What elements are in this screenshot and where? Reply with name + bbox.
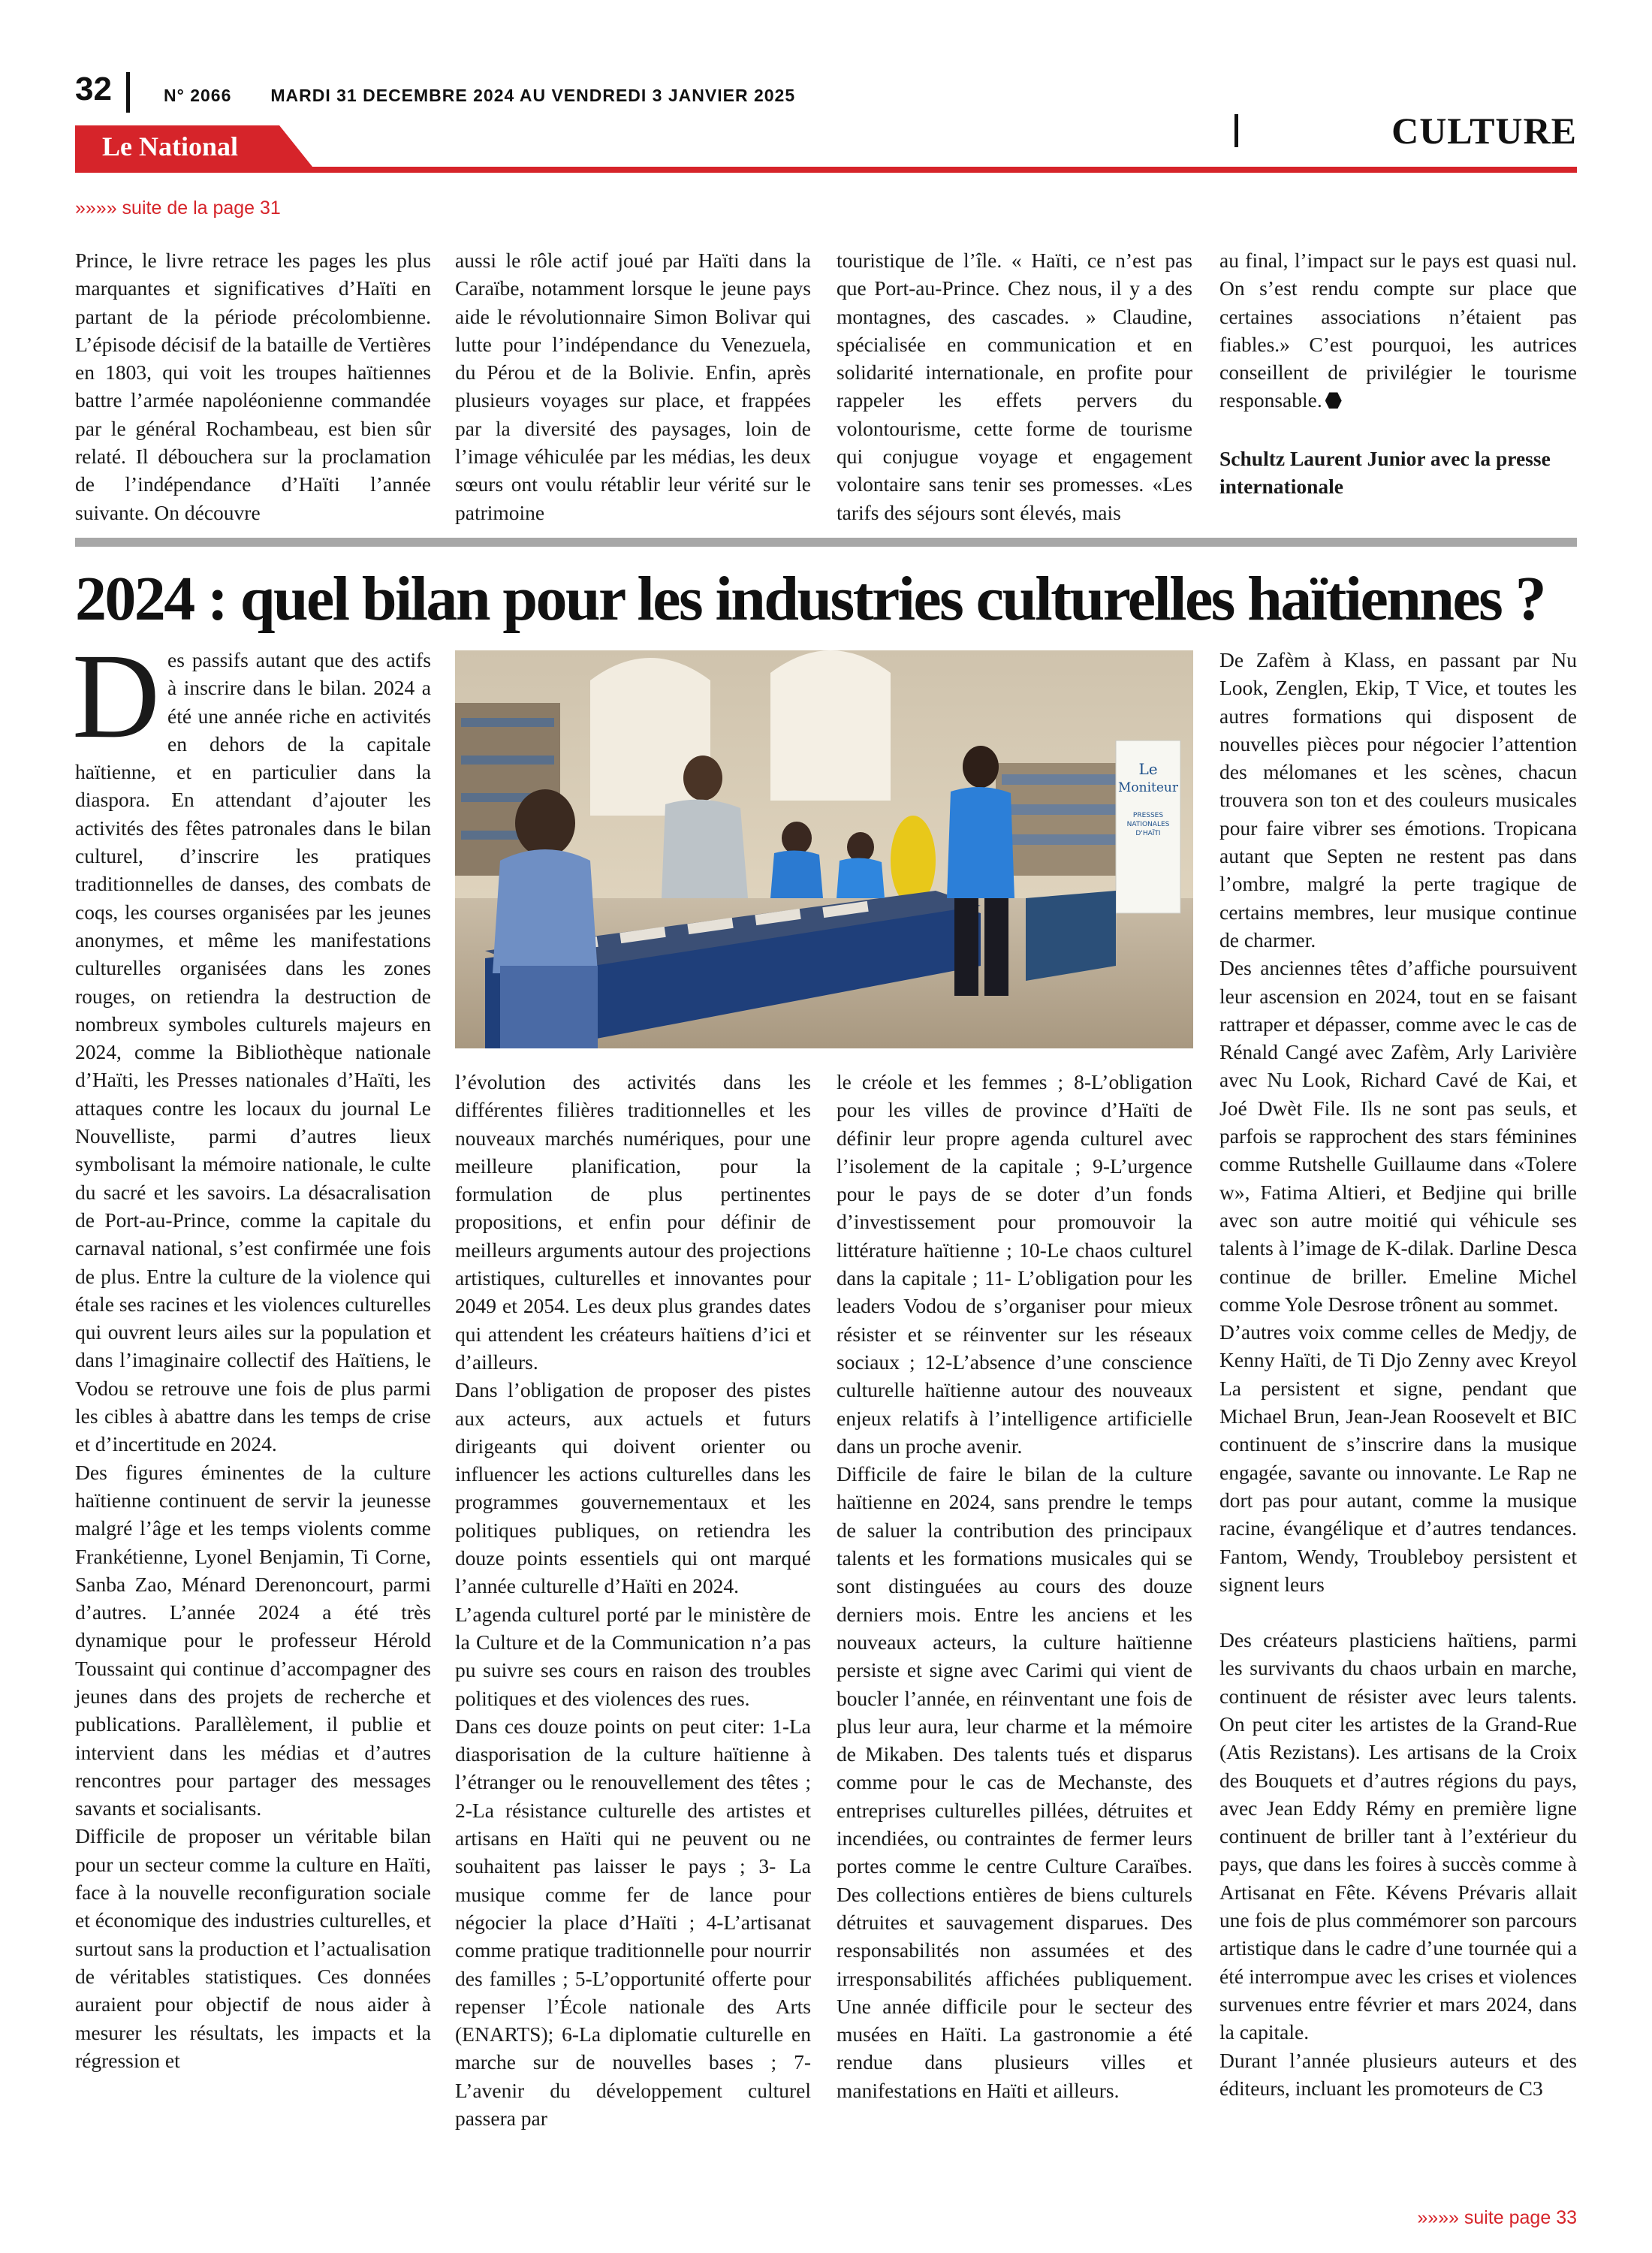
- issue-number: N° 2066: [164, 86, 232, 105]
- page-number: 32: [75, 71, 112, 107]
- article-col-4: De Zafèm à Klass, en passant par Nu Look, Zenglen, Ekip, T Vice, et toutes les autres formations qui disposent de nouvelles pièces pour négocier l’attention des mélomanes et les scènes, chacun trouvera son ton et des couleurs musicales pour faire vibrer ses émotions. Tropicana autant que Septen ne restent pas dans l’ombre, malgré la perte tragique de certains membres, leur musique continue de charmer. Des anciennes têtes d’affiche poursuivent leur ascension en 2024, tout en se faisant rattraper et dépasser, comme avec le cas de Rénald Cangé avec Zafèm, Arly Larivière avec Nu Look, Richard Cavé de Kai, et Joé Dwèt File. Ils ne sont pas seuls, et parfois se rapprochent des stars féminines comme Rutshelle Guillaume dans «Tolere w», Fatima Altieri, et Bedjine qui brille avec son autre moitié qui véhicule ses talents à l’image de K-dilak. Darline Desca continue de briller. Emeline Michel comme Yole Desrose trônent au sommet. D’autres voix comme celles de Medjy, de Kenny Haïti, de Ti Djo Zenny avec Kreyol La persistent et signe, pendant que Michael Brun, Jean-Jean Roosevelt et BIC continuent de s’inscrire dans la musique engagée, savante ou innovante. Le Rap ne dort pas pour autant, comme la musique racine, évangélique et d’autres tendances. Fantom, Wendy, Troubleboy persistent et signent leurs Des créateurs plasticiens haïtiens, parmi les survivants du chaos urbain en marche, continuent de résister avec leurs talents. On peut citer les artistes de la Grand-Rue (Atis Rezistans). Les artisans de la Croix des Bouquets et d’autres régions du pays, avec Jean Eddy Rémy en première ligne continuent de briller tant à l’extérieur du pays, que dans les foires à succès comme à Artisanat en Fête. Kévens Prévaris allait une fois de plus commémorer son parcours artistique dans le cadre d’une tournée qui a été interrompue avec les crises et violences survenues entre février et mars 2024, dans la capitale. Durant l’année plusieurs auteurs et des éditeurs, incluant les promoteurs de C3: [1219, 648, 1577, 2100]
- continued-to: »»»» suite page 33: [1417, 2207, 1577, 2228]
- article-col-3: le créole et les femmes ; 8-L’obligation pour les villes de province d’Haïti de définir leur propre agenda culturel avec l’isolement de la capitale ; 9-L’urgence pour le pays de se doter d’un fonds d’investissement pour promouvoir la littérature haïtienne ; 10-Le chaos culturel dans la capitale ; 11- L’obligation pour les leaders Vodou de s’organiser pour mieux résister et se réinventer sur les réseaux sociaux ; 12-L’absence d’une conscience culturelle haïtienne autour des nouveaux enjeux relatifs à l’intelligence artificielle dans un proche avenir. Difficile de faire le bilan de la culture haïtienne en 2024, sans prendre le temps de saluer la contribution des principaux talents et les formations musicales qui se sont distinguées au cours des douze derniers mois. Entre les anciens et les nouveaux acteurs, la culture haïtienne persiste et signe avec Carimi qui vient de boucler l’année, en réinventant une fois de plus leur aura, leur charme et la mémoire de Mikaben. Des talents tués et disparus comme pour le cas de Mechanste, des entreprises culturelles pillées, détruites et incendiées, ou contraintes de fermer leurs portes comme le centre Culture Caraïbes. Des collections entières de biens culturels détruites et sauvagement disparues. Des responsabilités non assumées et des irresponsabilités affichées publiquement. Une année difficile pour le secteur des musées en Haïti. La gastronomie a été rendue dans plusieurs villes et manifestations en Haïti et ailleurs.: [837, 1070, 1192, 2102]
- article-headline: 2024 : quel bilan pour les industries culturelles haïtiennes ?: [75, 564, 1545, 634]
- banner-word-3: PRESSES: [1132, 812, 1164, 819]
- banner-word-5: D'HAÏTI: [1135, 830, 1161, 837]
- banner-word-2: Moniteur: [1118, 780, 1178, 795]
- prev-article-col-2: aussi le rôle actif joué par Haïti dans la Caraïbe, notamment lorsque le jeune pays aide le révolutionnaire Simon Bolivar qui lutte pour l’indépendance du Venezuela, du Pérou et de la Bolivie. Enfin, après plusieurs voyages sur place, et frappées par la diversité des paysages, loin de l’image véhiculée par les médias, les deux sœurs ont voulu rétablir leur vérité sur le patrimoine: [455, 249, 811, 524]
- drop-cap: D: [72, 629, 160, 764]
- article-photo: [455, 650, 1193, 1048]
- article-col-2: l’évolution des activités dans les différentes filières traditionnelles et les nouveaux marchés numériques, pour une meilleure planification, pour la formulation de plus pertinentes propositions, et enfin pour définir de meilleurs arguments autour des projections artistiques, culturelles et innovantes pour 2049 et 2054. Les deux plus grandes dates qui attendent les créateurs haïtiens d’ici et d’ailleurs. Dans l’obligation de proposer des pistes aux acteurs, aux actuels et futurs dirigeants qui doivent orienter ou influencer les actions culturelles dans les programmes gouvernementaux et les politiques publiques, on retiendra les douze points essentiels qui ont marqué l’année culturelle d’Haïti en 2024. L’agenda culturel porté par le ministère de la Culture et de la Communication n’a pas pu suivre ses cours en raison des troubles politiques et des violences des rues. Dans ces douze points on peut citer: 1-La diasporisation de la culture haïtienne à l’étranger ou le renouvellement des têtes ; 2-La résistance culturelle des artistes et artisans en Haïti qui ne peuvent ou ne souhaitent pas laisser le pays ; 3- La musique comme fer de lance pour négocier la place d’Haïti ; 4-L’artisanat comme pratique traditionnelle pour nourrir des familles ; 5-L’opportunité offerte pour repenser l’École nationale des Arts (ENARTS); 6-La diplomatie culturelle en marche sur de nouvelles bases ; 7- L’avenir du développement culturel passera par: [455, 1070, 811, 2130]
- end-of-article-icon: [1325, 392, 1342, 409]
- article-divider: [75, 538, 1577, 547]
- continued-from: »»»» suite de la page 31: [75, 198, 281, 219]
- prev-article-col-3: touristique de l’île. « Haïti, ce n’est pas que Port-au-Prince. Chez nous, il y a des montagnes, des cascades. » Claudine, spécialisée en communication et en solidarité internationale, en profite pour rappeler les effets pervers du volontourisme, cette forme de tourisme qui conjugue voyage et engagement volontaire sans tenir ses promesses. «Les tarifs des séjours sont élevés, mais: [837, 249, 1192, 524]
- article-col-1: Des passifs autant que des actifs à inscrire dans le bilan. 2024 a été une année riche en activités en dehors de la capitale haïtienne, et en particulier dans la diaspora. En attendant d’ajouter les activités des fêtes patronales dans le bilan culturel, d’inscrire les pratiques traditionnelles de danses, des combats de coqs, les courses organisées par les jeunes anonymes, et même les manifestations culturelles organisées dans les zones rouges, on retiendra la destruction de nombreux symboles culturels majeurs en 2024, comme la Bibliothèque nationale d’Haïti, les Presses nationales d’Haïti, les attaques contre les locaux du journal Le Nouvelliste, parmi d’autres lieux symbolisant la mémoire nationale, le culte du sacré et les savoirs. La désacralisation de Port-au-Prince, comme la capitale du carnaval national, s’est confirmée une fois de plus. Entre la culture de la violence qui étale ses racines et les violences culturelles qui ouvrent leurs ailes sur la population et dans l’imaginaire collectif des Haïtiens, le Vodou se retrouve une fois de plus parmi les cibles à abattre dans les temps de crise et d’incertitude en 2024. Des figures éminentes de la culture haïtienne continuent de servir la jeunesse malgré l’âge et les temps violents comme Frankétienne, Lyonel Benjamin, Ti Corne, Sanba Zao, Ménard Derenoncourt, parmi d’autres. L’année 2024 a été très dynamique pour le professeur Hérold Toussaint qui continue d’accompagner des jeunes dans des projets de recherche et publications. Parallèlement, il publie et intervient dans les médias et d’autres rencontres pour partager des messages savants et socialisants. Difficile de proposer un véritable bilan pour un secteur comme la culture en Haïti, face à la nouvelle reconfiguration sociale et économique des industries culturelles, et surtout sans la production et l’actualisation de véritables statistiques. Ces données auraient pour objectif de nous aider à mesurer les résultats, les impacts et la régression et: [72, 629, 431, 2072]
- banner-word-1: Le: [1138, 760, 1158, 778]
- page-number-divider: [126, 72, 130, 113]
- section-divider: [1234, 114, 1238, 147]
- banner-word-4: NATIONALES: [1126, 821, 1170, 828]
- brand-name: Le National: [102, 131, 239, 161]
- header-rule: [75, 167, 1577, 173]
- prev-article-col-1: Prince, le livre retrace les pages les plus marquantes et significatives d’Haïti en partant de la période précolombienne. L’épisode décisif de la bataille de Vertières en 1803, qui voit les troupes haïtiennes battre l’armée napoléonienne commandée par le général Rochambeau, est bien sûr relaté. Il débouchera sur la proclamation de l’indépendance d’Haïti l’année suivante. On découvre: [75, 249, 431, 524]
- section-title: CULTURE: [1391, 110, 1577, 152]
- issue-date: MARDI 31 DECEMBRE 2024 AU VENDREDI 3 JANVIER 2025: [270, 86, 796, 105]
- issue-line: [164, 86, 795, 106]
- prev-article-col-4: au final, l’impact sur le pays est quasi nul. On s’est rendu compte sur place que certaines associations n’étaient pas fiables.» C’est pourquoi, les autrices conseillent de privilégier le tourisme responsable. Schultz Laurent Junior avec la presse internationale: [1219, 246, 1577, 524]
- article-signature: Schultz Laurent Junior avec la presse internationale: [1219, 446, 1551, 499]
